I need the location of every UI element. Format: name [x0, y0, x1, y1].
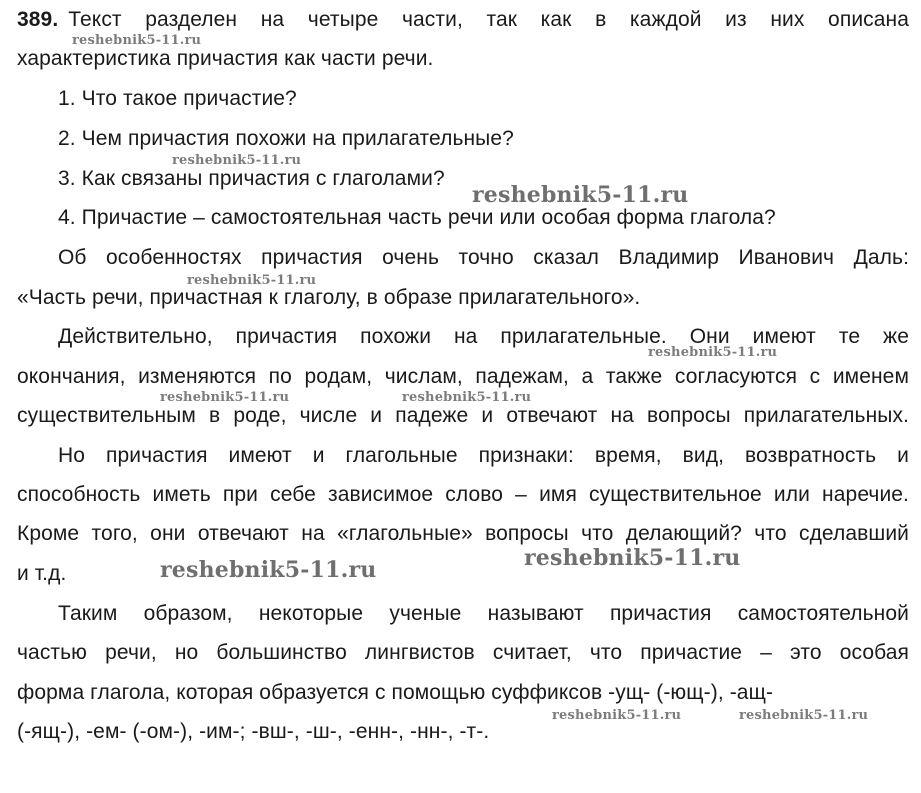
- paragraph-line: способность иметь при себе зависимое слово – имя существительное или наречие.: [17, 483, 909, 506]
- paragraph-line: форма глагола, которая образуется с помощью суффиксов -ущ- (-ющ-), -ащ-: [17, 681, 774, 704]
- exercise-number: 389.: [17, 8, 59, 31]
- watermark: reshebnik5-11.ru: [187, 273, 317, 288]
- watermark: reshebnik5-11.ru: [72, 33, 202, 48]
- list-item-1: 1. Что такое причастие?: [58, 87, 297, 110]
- paragraph-line: существительным в роде, числе и падеже и отвечают на вопросы прилагательных.: [17, 404, 909, 427]
- paragraph-line: Действительно, причастия похожи на прилагательные. Они имеют те же: [58, 325, 909, 348]
- watermark: reshebnik5-11.ru: [739, 708, 869, 723]
- paragraph-line: частью речи, но большинство лингвистов считает, что причастие – это особая: [17, 641, 909, 664]
- watermark: reshebnik5-11.ru: [172, 153, 302, 168]
- watermark: reshebnik5-11.ru: [552, 708, 682, 723]
- list-item-4: 4. Причастие – самостоятельная часть речи или особая форма глагола?: [58, 206, 776, 229]
- text-line-1: [17, 7, 909, 33]
- paragraph-line: Об особенностях причастия очень точно сказал Владимир Иванович Даль:: [58, 246, 909, 269]
- line-text: Текст разделен на четыре части, так как в каждой из них описана: [68, 8, 909, 31]
- paragraph-line: Но причастия имеют и глагольные признаки: время, вид, возвратность и: [58, 444, 909, 467]
- paragraph-line: Кроме того, они отвечают на «глагольные» вопросы что делающий? что сделавший: [17, 522, 909, 545]
- list-item-2: 2. Чем причастия похожи на прилагательные?: [58, 127, 514, 150]
- paragraph-line: и т.д.: [17, 562, 67, 585]
- quote-line: «Часть речи, причастная к глаголу, в образе прилагательного».: [17, 286, 641, 309]
- watermark: reshebnik5-11.ru: [472, 182, 689, 208]
- paragraph-line: Таким образом, некоторые ученые называют причастия самостоятельной: [58, 602, 909, 625]
- watermark: reshebnik5-11.ru: [524, 545, 741, 571]
- list-item-3: 3. Как связаны причастия с глаголами?: [58, 167, 445, 190]
- watermark: reshebnik5-11.ru: [648, 345, 778, 360]
- watermark: reshebnik5-11.ru: [160, 557, 377, 583]
- watermark: reshebnik5-11.ru: [160, 390, 290, 405]
- paragraph-line: окончания, изменяются по родам, числам, падежам, а также согласуются с именем: [17, 365, 909, 388]
- text-line-2: характеристика причастия как части речи.: [17, 47, 434, 70]
- paragraph-line: (-ящ-), -ем- (-ом-), -им-; -вш-, -ш-, -енн-, -нн-, -т-.: [17, 720, 490, 743]
- watermark: reshebnik5-11.ru: [402, 390, 532, 405]
